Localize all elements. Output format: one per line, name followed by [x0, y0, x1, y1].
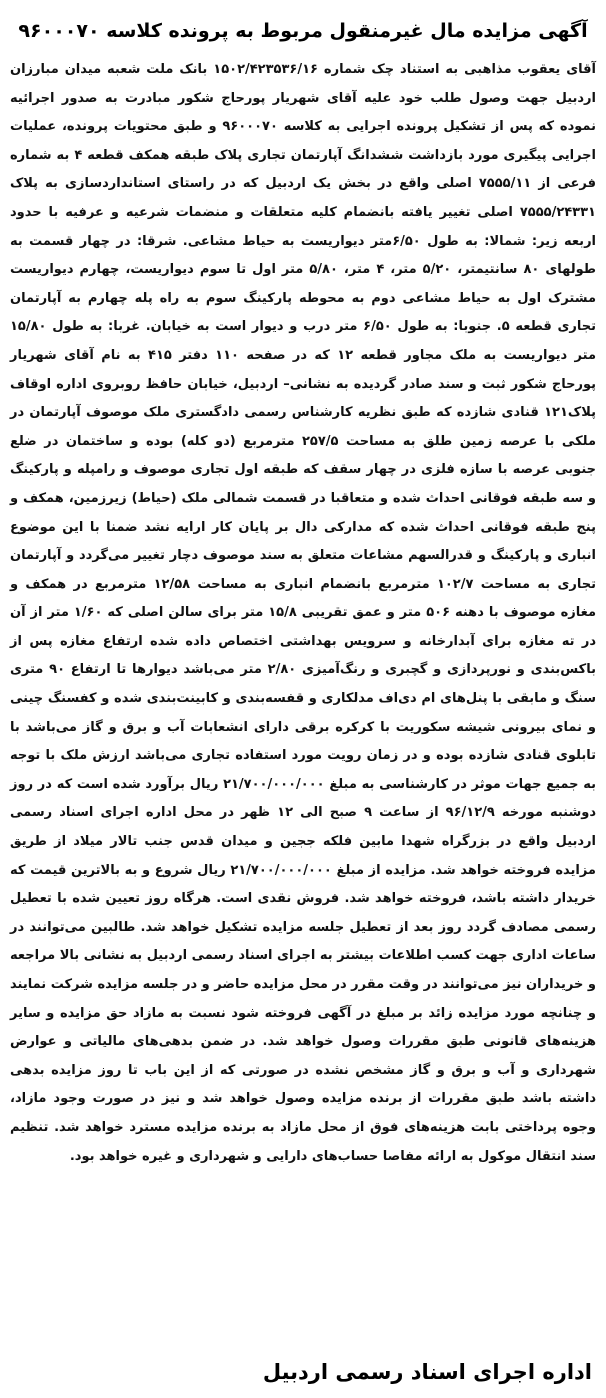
notice-footer-signature: اداره اجرای اسناد رسمی اردبیل: [262, 1360, 592, 1384]
notice-title: آگهی مزایده مال غیرمنقول مربوط به پرونده کلاسه ۹۶۰۰۰۷۰: [18, 20, 588, 42]
notice-body: آقای یعقوب مذاهبی به استناد چک شماره ۱۵۰۲/۴۲۳۵۳۶/۱۶ بانک ملت شعبه میدان مبارزان اردبیل جهت وصول طلب خود علیه آقای شهریار پورحاج شکور مبادرت به صدور اجرائیه نموده که پس از تشکیل پرونده اجرایی به کلاسه ۹۶۰۰۰۷۰ و طبق محتویات پرونده، عملیات اجرایی پیگیری مورد بازداشت ششدانگ آپارتمان تجاری پلاک طبقه همکف قطعه ۴ به شماره فرعی از ۷۵۵۵/۱۱ اصلی واقع در بخش یک اردبیل که در راستای استانداردسازی به پلاک ۷۵۵۵/۲۴۳۳۱ اصلی تغییر یافته بانضمام کلیه متعلقات و منضمات شرعیه و عرفیه با حدود اربعه زیر: شمالا: به طول ۶/۵۰متر دیواریست به حیاط مشاعی. شرقا: در چهار قسمت به طولهای ۸۰ سانتیمتر، ۵/۲۰ متر، ۴ متر، ۵/۸۰ متر اول تا سوم دیواریست، چهارم دیواریست مشترک اول به حیاط مشاعی دوم به محوطه پارکینگ سوم به راه پله چهارم به آپارتمان تجاری قطعه ۵. جنوبا: به طول ۶/۵۰ متر درب و دیوار است به خیابان. غربا: به طول ۱۵/۸۰ متر دیواریست به ملک مجاور قطعه ۱۲ که در صفحه ۱۱۰ دفتر ۴۱۵ به نام آقای شهریار پورحاج شکور ثبت و سند صادر گردیده به نشانی– اردبیل، خیابان حافظ روبروی اداره اوقاف پلاک۱۲۱ قنادی شازده که طبق نظریه کارشناس رسمی دادگستری ملک موصوف آپارتمان در ملکی با عرصه زمین طلق به مساحت ۲۵۷/۵ مترمربع (دو کله) بوده و ساختمان در ضلع جنوبی عرصه با سازه فلزی در چهار سقف که طبقه اول تجاری موصوف و رامپله و پارکینگ و سه طبقه فوقانی احداث شده و متعاقبا در قسمت شمالی ملک (حیاط) زیرزمین، همکف و پنج طبقه فوقانی احداث شده که مدارکی دال بر پایان کار ارایه نشد ضمنا با این موضوع انباری و پارکینگ و قدرالسهم مشاعات متعلق به سند موصوف دچار تغییر می‌گردد و آپارتمان تجاری به مساحت ۱۰۲/۷ مترمربع بانضمام انباری به مساحت ۱۲/۵۸ مترمربع در همکف و مغازه موصوف با دهنه ۵۰۶ متر و عمق تقریبی ۱۵/۸ متر برای سالن اصلی که ۱/۶۰ متر از آن در ته مغازه برای آبدارخانه و سرویس بهداشتی اختصاص داده شده ارتفاع مغازه پس از باکس‌بندی و نورپردازی و گچبری و رنگ‌آمیزی ۲/۸۰ متر می‌باشد دیوارها تا ارتفاع ۹۰ متری سنگ و مابقی با پنل‌های ام دی‌اف مدلکاری و قفسه‌بندی و کابینت‌بندی شده و کفسنگ چینی و نمای بیرونی شیشه سکوریت با کرکره برقی دارای انشعابات آب و برق و گاز می‌باشد با تابلوی قنادی شازده بوده و در زمان رویت مورد استفاده تجاری می‌باشد ارزش ملک با توجه به جمیع جهات موثر در کارشناسی به مبلغ ۲۱/۷۰۰/۰۰۰/۰۰۰ ریال برآورد شده است که در روز دوشنبه مورخه ۹۶/۱۲/۹ از ساعت ۹ صبح الی ۱۲ ظهر در محل اداره اجرای اسناد رسمی اردبیل واقع در بزرگراه شهدا مابین فلکه ججین و میدان قدس جنب تالار میلاد از طریق مزایده فروخته خواهد شد. مزایده از مبلغ ۲۱/۷۰۰/۰۰۰/۰۰۰ ریال شروع و به بالاترین قیمت که خریدار داشته باشد، فروخته خواهد شد. فروش نقدی است. هرگاه روز تعیین شده با تعطیل رسمی مصادف گردد روز بعد از تعطیل جلسه مزایده تشکیل خواهد شد. طالبین می‌توانند در ساعات اداری جهت کسب اطلاعات بیشتر به اجرای اسناد رسمی اردبیل به نشانی بالا مراجعه و خریداران نیز می‌توانند در وقت مقرر در محل مزایده حاضر و در جلسه مزایده شرکت نمایند و چنانچه مورد مزایده زائد بر مبلغ در آگهی فروخته شود نسبت به مازاد حق مزایده و سایر هزینه‌های قانونی طبق مقررات وصول خواهد شد. در ضمن بدهی‌های مالیاتی و عوارض شهرداری و آب و برق و گاز مشخص نشده در صورتی که از این باب تا روز مزایده بدهی داشته باشد طبق مقررات از برنده مزایده وصول خواهد شد و نیز در صورت وجود مازاد، وجوه پرداختی بابت هزینه‌های فوق از محل مازاد به برنده مزایده مسترد خواهد شد. تنظیم سند انتقال موکول به ارائه مفاصا حساب‌های دارایی و شهرداری و غیره خواهد بود.: [10, 62, 597, 1164]
